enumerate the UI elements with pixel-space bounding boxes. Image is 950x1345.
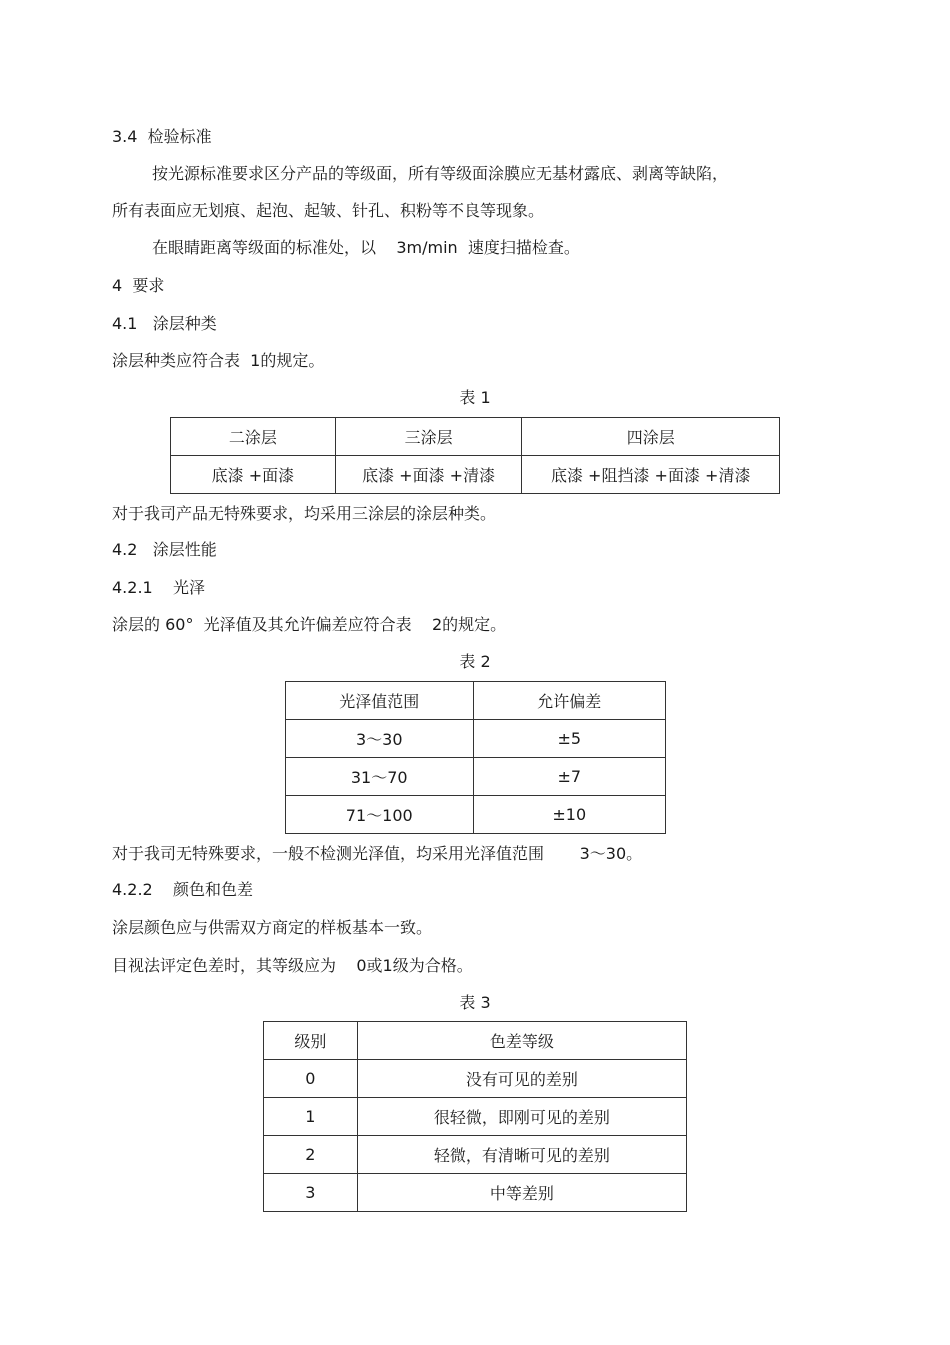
table-cell: 1 — [264, 1098, 358, 1136]
gloss-paragraph: 涂层的 60° 光泽值及其允许偏差应符合表 2的规定。 — [112, 615, 507, 634]
table1-caption: 表 1 — [459, 388, 491, 407]
table-row — [286, 796, 666, 834]
section-3-4-heading: 3.4 检验标准 — [112, 127, 212, 146]
section-4-2-1-heading: 4.2.1 光泽 — [112, 578, 206, 597]
gloss-table — [285, 681, 666, 834]
table-row — [264, 1098, 687, 1136]
table-header-cell: 允许偏差 — [473, 682, 666, 720]
table-cell: 中等差别 — [357, 1174, 686, 1212]
section-4-1-heading: 4.1 涂层种类 — [112, 314, 217, 333]
color-difference-paragraph: 目视法评定色差时，其等级应为 0或1级为合格。 — [112, 956, 473, 975]
table-cell: 底漆 +面漆 +清漆 — [335, 456, 522, 494]
table-row — [171, 418, 780, 456]
gloss-note: 对于我司无特殊要求，一般不检测光泽值，均采用光泽值范围 3～30。 — [112, 844, 643, 863]
table3-caption: 表 3 — [459, 993, 491, 1012]
table-cell: ±10 — [473, 796, 666, 834]
table-row — [171, 456, 780, 494]
table-row — [264, 1022, 687, 1060]
table-cell: 底漆 +阻挡漆 +面漆 +清漆 — [522, 456, 780, 494]
section-4-2-heading: 4.2 涂层性能 — [112, 540, 217, 559]
table-row — [264, 1136, 687, 1174]
table-cell: ±7 — [473, 758, 666, 796]
table-cell: 71～100 — [286, 796, 474, 834]
table-cell: ±5 — [473, 720, 666, 758]
table-header-cell: 三涂层 — [335, 418, 522, 456]
table-cell: 3～30 — [286, 720, 474, 758]
section-4-2-2-heading: 4.2.2 颜色和色差 — [112, 880, 254, 899]
color-paragraph: 涂层颜色应与供需双方商定的样板基本一致。 — [112, 918, 433, 937]
table-header-cell: 二涂层 — [171, 418, 336, 456]
coating-type-paragraph: 涂层种类应符合表 1的规定。 — [112, 351, 325, 370]
table-cell: 没有可见的差别 — [357, 1060, 686, 1098]
table-row — [286, 758, 666, 796]
table-header-cell: 级别 — [264, 1022, 358, 1060]
table-row — [264, 1060, 687, 1098]
color-difference-table — [263, 1021, 687, 1212]
table-cell: 0 — [264, 1060, 358, 1098]
coating-type-note: 对于我司产品无特殊要求，均采用三涂层的涂层种类。 — [112, 504, 497, 523]
table-header-cell: 光泽值范围 — [286, 682, 474, 720]
inspection-paragraph-line1: 按光源标准要求区分产品的等级面，所有等级面涂膜应无基材露底、剥离等缺陷， — [152, 164, 729, 183]
table-cell: 3 — [264, 1174, 358, 1212]
section-4-heading: 4 要求 — [112, 276, 165, 295]
table-cell: 轻微，有清晰可见的差别 — [357, 1136, 686, 1174]
coating-type-table — [170, 417, 780, 494]
table-cell: 底漆 +面漆 — [171, 456, 336, 494]
table-cell: 31～70 — [286, 758, 474, 796]
scan-speed-paragraph: 在眼睛距离等级面的标准处，以 3m/min 速度扫描检查。 — [152, 238, 580, 257]
table-row — [286, 682, 666, 720]
table-cell: 很轻微，即刚可见的差别 — [357, 1098, 686, 1136]
table-cell: 2 — [264, 1136, 358, 1174]
table2-caption: 表 2 — [459, 652, 491, 671]
table-header-cell: 色差等级 — [357, 1022, 686, 1060]
inspection-paragraph-line2: 所有表面应无划痕、起泡、起皱、针孔、积粉等不良等现象。 — [112, 201, 545, 220]
table-row — [264, 1174, 687, 1212]
table-row — [286, 720, 666, 758]
table-header-cell: 四涂层 — [522, 418, 780, 456]
